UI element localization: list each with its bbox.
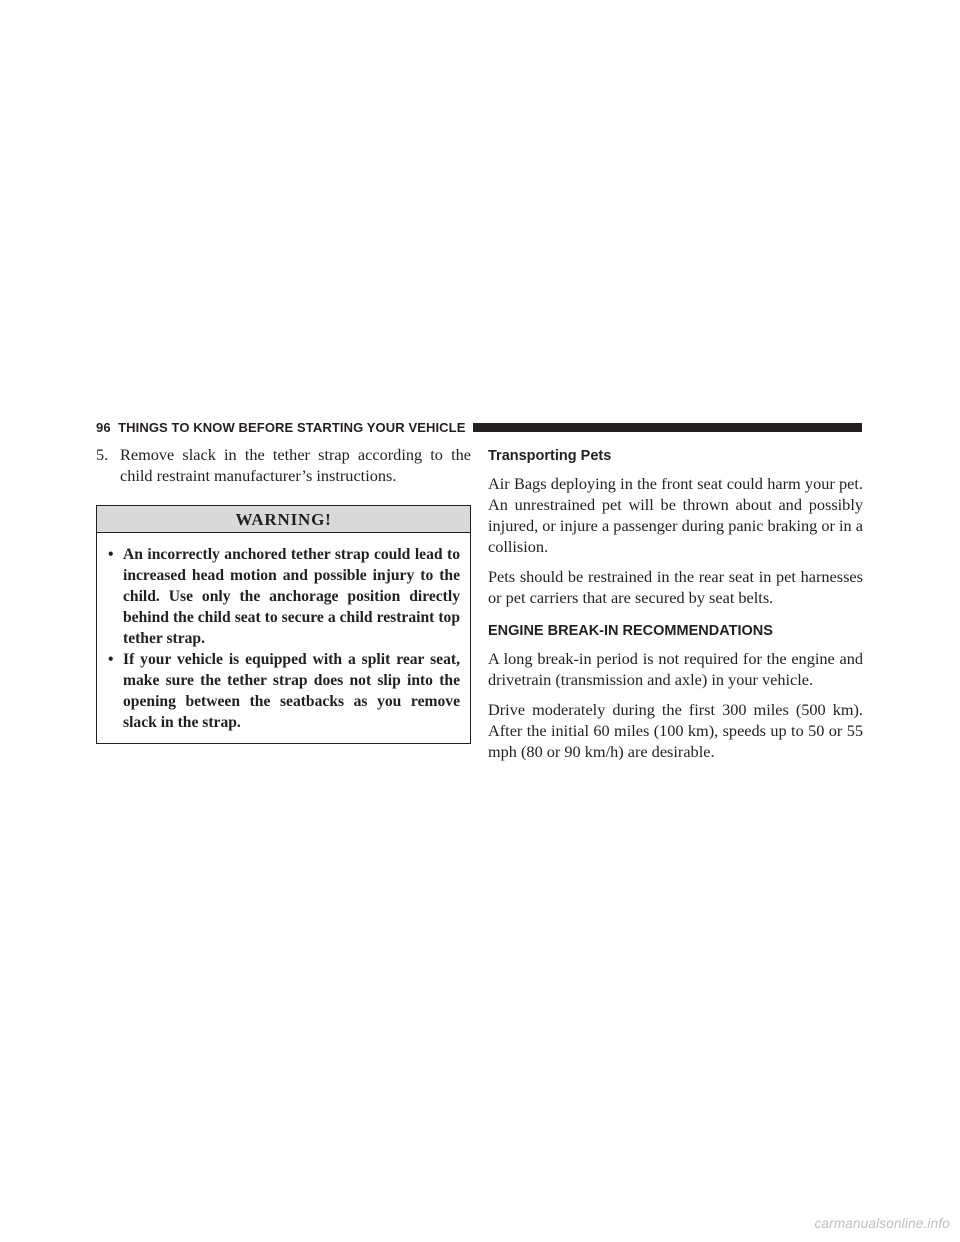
- bullet-icon: •: [108, 651, 114, 668]
- warning-box: [96, 505, 471, 744]
- bullet-icon: •: [108, 546, 114, 563]
- header-label: [96, 420, 473, 435]
- left-column: [96, 444, 471, 744]
- page-number: 96: [96, 419, 111, 435]
- right-column: [488, 444, 863, 762]
- warning-text: If your vehicle is equipped with a split rear seat, make sure the tether strap does not slip into the opening between the seatbacks as you remove slack in the strap.: [123, 651, 460, 731]
- step-item: [96, 444, 471, 486]
- warning-body: [97, 533, 470, 743]
- pets-paragraph: Air Bags deploying in the front seat could harm your pet. An unrestrained pet will be thrown about and possibly injured, or injure a passenger during panic braking or in a collision.: [488, 474, 863, 556]
- pets-paragraph: Pets should be restrained in the rear seat in pet harnesses or pet carriers that are secured by seat belts.: [488, 567, 863, 607]
- transporting-pets-heading: Transporting Pets: [488, 448, 612, 464]
- page-header: [96, 417, 862, 437]
- warning-item: [107, 544, 460, 649]
- engine-paragraph: Drive moderately during the first 300 miles (500 km). After the initial 60 miles (100 km), speeds up to 50 or 55 mph (80 or 90 km/h) are desirable.: [488, 700, 863, 761]
- engine-break-in-heading: ENGINE BREAK-IN RECOMMENDATIONS: [488, 623, 773, 639]
- section-title: THINGS TO KNOW BEFORE STARTING YOUR VEHICLE: [118, 419, 466, 435]
- warning-text: An incorrectly anchored tether strap could lead to increased head motion and possible injury to the child. Use only the anchorage position directly behind the child seat to secure a child restraint top tether strap.: [123, 546, 460, 647]
- step-number: 5.: [96, 445, 109, 464]
- step-text: Remove slack in the tether strap according to the child restraint manufacturer’s instructions.: [120, 445, 471, 485]
- warning-title: WARNING!: [97, 506, 470, 533]
- watermark: carmanualsonline.info: [814, 1216, 950, 1231]
- header-rule: [473, 423, 862, 432]
- engine-paragraph: A long break-in period is not required for the engine and drivetrain (transmission and axle) in your vehicle.: [488, 649, 863, 689]
- warning-item: [107, 649, 460, 733]
